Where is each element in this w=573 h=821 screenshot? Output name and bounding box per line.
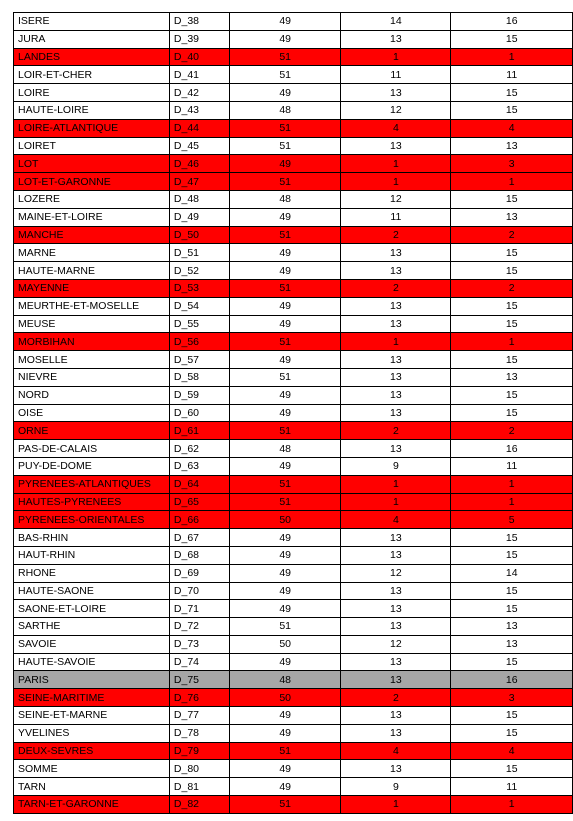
department-code-cell: D_47 xyxy=(169,173,229,191)
value-1-cell: 50 xyxy=(230,511,341,529)
department-name-cell: BAS-RHIN xyxy=(14,529,170,547)
value-1-cell: 49 xyxy=(230,582,341,600)
value-2-cell: 13 xyxy=(341,653,451,671)
value-2-cell: 1 xyxy=(341,155,451,173)
department-name-cell: NIEVRE xyxy=(14,368,170,386)
value-1-cell: 49 xyxy=(230,546,341,564)
value-2-cell: 13 xyxy=(341,351,451,369)
department-code-cell: D_59 xyxy=(169,386,229,404)
department-name-cell: SEINE-MARITIME xyxy=(14,689,170,707)
table-row xyxy=(14,742,573,760)
value-2-cell: 1 xyxy=(341,333,451,351)
value-2-cell: 13 xyxy=(341,262,451,280)
department-name-cell: LOIRET xyxy=(14,137,170,155)
value-1-cell: 49 xyxy=(230,707,341,725)
department-code-cell: D_61 xyxy=(169,422,229,440)
department-code-cell: D_66 xyxy=(169,511,229,529)
value-1-cell: 49 xyxy=(230,760,341,778)
value-3-cell: 13 xyxy=(451,368,573,386)
table-row xyxy=(14,653,573,671)
department-name-cell: TARN-ET-GARONNE xyxy=(14,796,170,814)
value-2-cell: 4 xyxy=(341,511,451,529)
value-3-cell: 15 xyxy=(451,386,573,404)
department-name-cell: PARIS xyxy=(14,671,170,689)
value-3-cell: 1 xyxy=(451,493,573,511)
department-name-cell: LANDES xyxy=(14,48,170,66)
value-2-cell: 9 xyxy=(341,778,451,796)
department-code-cell: D_71 xyxy=(169,600,229,618)
value-1-cell: 51 xyxy=(230,48,341,66)
value-1-cell: 49 xyxy=(230,262,341,280)
value-2-cell: 12 xyxy=(341,635,451,653)
table-row xyxy=(14,635,573,653)
value-1-cell: 49 xyxy=(230,315,341,333)
table-row xyxy=(14,618,573,636)
value-1-cell: 49 xyxy=(230,564,341,582)
value-2-cell: 12 xyxy=(341,190,451,208)
value-2-cell: 1 xyxy=(341,48,451,66)
department-name-cell: PAS-DE-CALAIS xyxy=(14,440,170,458)
table-row xyxy=(14,262,573,280)
value-2-cell: 1 xyxy=(341,475,451,493)
value-3-cell: 15 xyxy=(451,244,573,262)
value-2-cell: 13 xyxy=(341,529,451,547)
value-1-cell: 51 xyxy=(230,119,341,137)
value-1-cell: 51 xyxy=(230,226,341,244)
value-3-cell: 16 xyxy=(451,13,573,31)
value-3-cell: 15 xyxy=(451,101,573,119)
value-1-cell: 49 xyxy=(230,84,341,102)
value-3-cell: 15 xyxy=(451,404,573,422)
table-row xyxy=(14,368,573,386)
value-3-cell: 11 xyxy=(451,778,573,796)
value-3-cell: 2 xyxy=(451,279,573,297)
table-row xyxy=(14,422,573,440)
value-2-cell: 1 xyxy=(341,173,451,191)
value-2-cell: 13 xyxy=(341,707,451,725)
department-name-cell: MANCHE xyxy=(14,226,170,244)
value-3-cell: 15 xyxy=(451,529,573,547)
value-3-cell: 2 xyxy=(451,422,573,440)
value-1-cell: 48 xyxy=(230,671,341,689)
department-name-cell: LOZERE xyxy=(14,190,170,208)
department-code-cell: D_68 xyxy=(169,546,229,564)
table-row xyxy=(14,155,573,173)
department-code-cell: D_67 xyxy=(169,529,229,547)
table-row xyxy=(14,315,573,333)
table-row xyxy=(14,351,573,369)
value-1-cell: 51 xyxy=(230,66,341,84)
value-3-cell: 1 xyxy=(451,173,573,191)
value-2-cell: 13 xyxy=(341,84,451,102)
department-name-cell: OISE xyxy=(14,404,170,422)
department-name-cell: MARNE xyxy=(14,244,170,262)
department-name-cell: HAUTE-SAONE xyxy=(14,582,170,600)
department-code-cell: D_38 xyxy=(169,13,229,31)
department-name-cell: HAUTES-PYRENEES xyxy=(14,493,170,511)
value-2-cell: 13 xyxy=(341,440,451,458)
table-row xyxy=(14,440,573,458)
value-3-cell: 15 xyxy=(451,30,573,48)
value-3-cell: 13 xyxy=(451,635,573,653)
value-1-cell: 51 xyxy=(230,279,341,297)
department-name-cell: HAUTE-SAVOIE xyxy=(14,653,170,671)
value-3-cell: 15 xyxy=(451,297,573,315)
value-1-cell: 51 xyxy=(230,493,341,511)
department-name-cell: LOIRE-ATLANTIQUE xyxy=(14,119,170,137)
department-name-cell: JURA xyxy=(14,30,170,48)
value-3-cell: 15 xyxy=(451,582,573,600)
table-row xyxy=(14,208,573,226)
value-2-cell: 4 xyxy=(341,742,451,760)
value-3-cell: 15 xyxy=(451,600,573,618)
value-3-cell: 3 xyxy=(451,689,573,707)
department-code-cell: D_51 xyxy=(169,244,229,262)
department-name-cell: LOT-ET-GARONNE xyxy=(14,173,170,191)
value-1-cell: 49 xyxy=(230,457,341,475)
value-1-cell: 51 xyxy=(230,422,341,440)
value-2-cell: 4 xyxy=(341,119,451,137)
table-row xyxy=(14,707,573,725)
department-code-cell: D_77 xyxy=(169,707,229,725)
value-3-cell: 15 xyxy=(451,190,573,208)
department-name-cell: DEUX-SEVRES xyxy=(14,742,170,760)
value-3-cell: 15 xyxy=(451,262,573,280)
department-code-cell: D_42 xyxy=(169,84,229,102)
value-2-cell: 13 xyxy=(341,386,451,404)
table-row xyxy=(14,475,573,493)
department-code-cell: D_46 xyxy=(169,155,229,173)
department-name-cell: SAVOIE xyxy=(14,635,170,653)
table-row xyxy=(14,546,573,564)
table-row xyxy=(14,582,573,600)
value-2-cell: 13 xyxy=(341,671,451,689)
value-1-cell: 48 xyxy=(230,101,341,119)
value-1-cell: 51 xyxy=(230,475,341,493)
value-1-cell: 49 xyxy=(230,600,341,618)
table-row xyxy=(14,671,573,689)
table-row xyxy=(14,386,573,404)
department-code-cell: D_45 xyxy=(169,137,229,155)
value-1-cell: 51 xyxy=(230,333,341,351)
value-2-cell: 13 xyxy=(341,30,451,48)
table-row xyxy=(14,137,573,155)
table-body xyxy=(14,13,573,814)
table-row xyxy=(14,778,573,796)
department-name-cell: ISERE xyxy=(14,13,170,31)
department-code-cell: D_70 xyxy=(169,582,229,600)
table-row xyxy=(14,119,573,137)
value-1-cell: 51 xyxy=(230,368,341,386)
value-1-cell: 49 xyxy=(230,244,341,262)
department-name-cell: TARN xyxy=(14,778,170,796)
table-row xyxy=(14,796,573,814)
value-2-cell: 2 xyxy=(341,689,451,707)
value-3-cell: 11 xyxy=(451,457,573,475)
department-name-cell: HAUTE-LOIRE xyxy=(14,101,170,119)
value-3-cell: 15 xyxy=(451,351,573,369)
department-name-cell: PYRENEES-ATLANTIQUES xyxy=(14,475,170,493)
table-row xyxy=(14,84,573,102)
value-1-cell: 49 xyxy=(230,208,341,226)
value-2-cell: 11 xyxy=(341,208,451,226)
department-code-cell: D_69 xyxy=(169,564,229,582)
table-row xyxy=(14,30,573,48)
department-code-cell: D_78 xyxy=(169,724,229,742)
table-row xyxy=(14,13,573,31)
department-name-cell: LOIR-ET-CHER xyxy=(14,66,170,84)
department-name-cell: MAYENNE xyxy=(14,279,170,297)
value-1-cell: 49 xyxy=(230,30,341,48)
value-2-cell: 13 xyxy=(341,244,451,262)
value-1-cell: 49 xyxy=(230,724,341,742)
value-1-cell: 49 xyxy=(230,778,341,796)
value-3-cell: 15 xyxy=(451,315,573,333)
value-3-cell: 15 xyxy=(451,724,573,742)
department-code-cell: D_79 xyxy=(169,742,229,760)
value-2-cell: 13 xyxy=(341,297,451,315)
department-name-cell: SARTHE xyxy=(14,618,170,636)
department-name-cell: SOMME xyxy=(14,760,170,778)
department-code-cell: D_53 xyxy=(169,279,229,297)
department-name-cell: LOT xyxy=(14,155,170,173)
value-1-cell: 51 xyxy=(230,137,341,155)
department-code-cell: D_48 xyxy=(169,190,229,208)
value-1-cell: 48 xyxy=(230,440,341,458)
value-2-cell: 13 xyxy=(341,600,451,618)
value-3-cell: 13 xyxy=(451,208,573,226)
department-code-cell: D_40 xyxy=(169,48,229,66)
table-row xyxy=(14,760,573,778)
table-row xyxy=(14,48,573,66)
value-3-cell: 15 xyxy=(451,653,573,671)
department-name-cell: MOSELLE xyxy=(14,351,170,369)
value-3-cell: 4 xyxy=(451,119,573,137)
table-row xyxy=(14,226,573,244)
table-row xyxy=(14,244,573,262)
table-row xyxy=(14,457,573,475)
department-name-cell: MEUSE xyxy=(14,315,170,333)
value-2-cell: 14 xyxy=(341,13,451,31)
value-2-cell: 13 xyxy=(341,368,451,386)
value-2-cell: 1 xyxy=(341,796,451,814)
value-3-cell: 1 xyxy=(451,48,573,66)
table-row xyxy=(14,689,573,707)
department-code-cell: D_50 xyxy=(169,226,229,244)
department-code-cell: D_82 xyxy=(169,796,229,814)
value-2-cell: 13 xyxy=(341,582,451,600)
value-2-cell: 13 xyxy=(341,404,451,422)
table-row xyxy=(14,493,573,511)
value-3-cell: 3 xyxy=(451,155,573,173)
department-code-cell: D_60 xyxy=(169,404,229,422)
department-code-cell: D_41 xyxy=(169,66,229,84)
department-code-cell: D_49 xyxy=(169,208,229,226)
value-3-cell: 11 xyxy=(451,66,573,84)
value-2-cell: 2 xyxy=(341,226,451,244)
value-2-cell: 1 xyxy=(341,493,451,511)
value-3-cell: 1 xyxy=(451,475,573,493)
department-code-cell: D_75 xyxy=(169,671,229,689)
value-1-cell: 49 xyxy=(230,13,341,31)
department-name-cell: MAINE-ET-LOIRE xyxy=(14,208,170,226)
department-code-cell: D_81 xyxy=(169,778,229,796)
department-code-cell: D_57 xyxy=(169,351,229,369)
value-3-cell: 5 xyxy=(451,511,573,529)
value-2-cell: 2 xyxy=(341,279,451,297)
value-1-cell: 49 xyxy=(230,155,341,173)
department-code-cell: D_72 xyxy=(169,618,229,636)
value-1-cell: 49 xyxy=(230,297,341,315)
value-3-cell: 16 xyxy=(451,671,573,689)
table-row xyxy=(14,600,573,618)
value-1-cell: 49 xyxy=(230,386,341,404)
department-name-cell: ORNE xyxy=(14,422,170,440)
value-3-cell: 15 xyxy=(451,707,573,725)
value-2-cell: 13 xyxy=(341,546,451,564)
table-row xyxy=(14,173,573,191)
department-name-cell: YVELINES xyxy=(14,724,170,742)
department-code-cell: D_54 xyxy=(169,297,229,315)
department-name-cell: MEURTHE-ET-MOSELLE xyxy=(14,297,170,315)
value-2-cell: 12 xyxy=(341,101,451,119)
table-row xyxy=(14,724,573,742)
department-code-cell: D_74 xyxy=(169,653,229,671)
value-3-cell: 1 xyxy=(451,333,573,351)
table-row xyxy=(14,333,573,351)
department-code-cell: D_80 xyxy=(169,760,229,778)
department-name-cell: MORBIHAN xyxy=(14,333,170,351)
department-code-cell: D_76 xyxy=(169,689,229,707)
department-code-cell: D_39 xyxy=(169,30,229,48)
table-row xyxy=(14,190,573,208)
department-name-cell: HAUT-RHIN xyxy=(14,546,170,564)
value-3-cell: 14 xyxy=(451,564,573,582)
table-row xyxy=(14,564,573,582)
value-1-cell: 51 xyxy=(230,173,341,191)
table-row xyxy=(14,511,573,529)
department-code-cell: D_58 xyxy=(169,368,229,386)
department-code-cell: D_52 xyxy=(169,262,229,280)
table-row xyxy=(14,279,573,297)
department-code-cell: D_65 xyxy=(169,493,229,511)
value-2-cell: 9 xyxy=(341,457,451,475)
department-code-cell: D_56 xyxy=(169,333,229,351)
value-3-cell: 15 xyxy=(451,546,573,564)
department-code-cell: D_73 xyxy=(169,635,229,653)
department-code-cell: D_44 xyxy=(169,119,229,137)
value-1-cell: 50 xyxy=(230,635,341,653)
value-2-cell: 13 xyxy=(341,724,451,742)
value-1-cell: 49 xyxy=(230,529,341,547)
value-1-cell: 50 xyxy=(230,689,341,707)
value-1-cell: 49 xyxy=(230,653,341,671)
value-3-cell: 15 xyxy=(451,84,573,102)
department-name-cell: SAONE-ET-LOIRE xyxy=(14,600,170,618)
department-table xyxy=(13,12,573,814)
department-code-cell: D_63 xyxy=(169,457,229,475)
value-3-cell: 2 xyxy=(451,226,573,244)
table-row xyxy=(14,529,573,547)
table-row xyxy=(14,66,573,84)
value-3-cell: 4 xyxy=(451,742,573,760)
department-code-cell: D_55 xyxy=(169,315,229,333)
value-3-cell: 1 xyxy=(451,796,573,814)
department-name-cell: RHONE xyxy=(14,564,170,582)
department-name-cell: PUY-DE-DOME xyxy=(14,457,170,475)
department-name-cell: NORD xyxy=(14,386,170,404)
department-name-cell: HAUTE-MARNE xyxy=(14,262,170,280)
value-2-cell: 11 xyxy=(341,66,451,84)
department-name-cell: LOIRE xyxy=(14,84,170,102)
value-1-cell: 49 xyxy=(230,351,341,369)
value-3-cell: 13 xyxy=(451,137,573,155)
value-2-cell: 13 xyxy=(341,137,451,155)
table-row xyxy=(14,404,573,422)
value-1-cell: 51 xyxy=(230,618,341,636)
value-2-cell: 12 xyxy=(341,564,451,582)
table-row xyxy=(14,297,573,315)
value-2-cell: 13 xyxy=(341,760,451,778)
value-3-cell: 15 xyxy=(451,760,573,778)
value-2-cell: 2 xyxy=(341,422,451,440)
department-code-cell: D_64 xyxy=(169,475,229,493)
value-1-cell: 51 xyxy=(230,742,341,760)
table-row xyxy=(14,101,573,119)
department-name-cell: SEINE-ET-MARNE xyxy=(14,707,170,725)
value-2-cell: 13 xyxy=(341,315,451,333)
value-3-cell: 16 xyxy=(451,440,573,458)
value-1-cell: 51 xyxy=(230,796,341,814)
value-3-cell: 13 xyxy=(451,618,573,636)
value-2-cell: 13 xyxy=(341,618,451,636)
department-code-cell: D_43 xyxy=(169,101,229,119)
department-code-cell: D_62 xyxy=(169,440,229,458)
value-1-cell: 48 xyxy=(230,190,341,208)
value-1-cell: 49 xyxy=(230,404,341,422)
department-name-cell: PYRENEES-ORIENTALES xyxy=(14,511,170,529)
